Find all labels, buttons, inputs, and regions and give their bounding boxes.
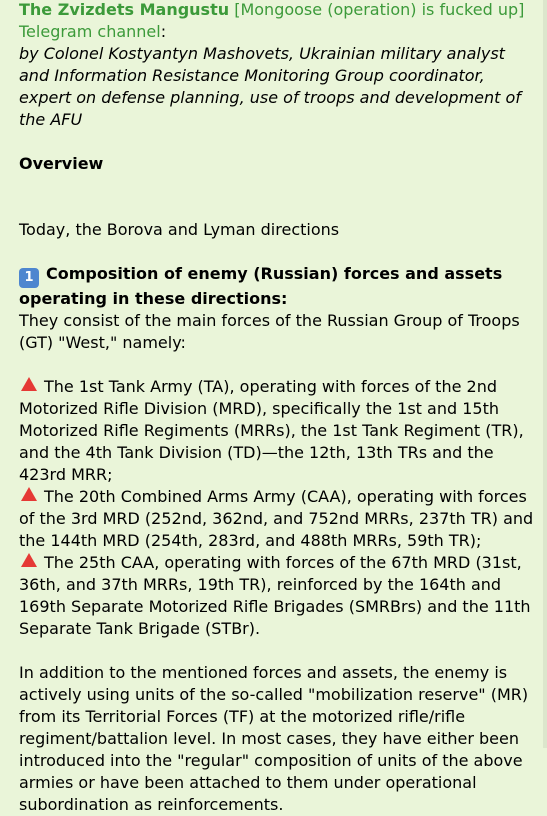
paragraph-2: In addition to the mentioned forces and assets, the enemy is actively using units of the so-called "mobilization reserve" (MR) from its Territorial Forces (TF) at the motorized rifle/rifle regiment/battalion level. In most cases, they have either been introduced into the "regular" composition of units of the above armies or have been attached to them under operational subordination as reinforcements.: [19, 663, 529, 814]
today-heading: [19, 197, 534, 219]
list-item-text: The 20th Combined Arms Army (CAA), operating with forces of the 3rd MRD (252nd, 362nd, and 752nd MRRs, 237th TR) and the 144th MRD (254th, 283rd, and 488th MRRs, 59th TR);: [19, 487, 534, 550]
header-rest-link[interactable]: is fucked up]: [416, 0, 525, 19]
spacer: [19, 131, 534, 153]
header-line: [19, 0, 534, 21]
spacer: [19, 175, 534, 197]
message-body: [19, 0, 534, 816]
red-triangle-icon: [21, 553, 37, 567]
overview-heading: Overview: [19, 154, 104, 173]
operation-link[interactable]: operation: [333, 0, 411, 19]
scrollbar[interactable]: [543, 0, 547, 748]
channel-link[interactable]: The Zvizdets Mangustu: [19, 0, 230, 19]
section1-heading-text: Composition of enemy (Russian) forces and assets operating in these directions:: [19, 264, 503, 308]
paren-open: (: [322, 0, 334, 19]
telegram-channel-link[interactable]: Telegram channel: [19, 22, 161, 41]
spacer: [19, 640, 534, 662]
telegram-line: [19, 21, 534, 43]
paren-close: ): [410, 0, 417, 19]
byline: by Colonel Kostyantyn Mashovets, Ukrainian military analyst and Information Resistance Monitoring Group coordinator, expert on defense planning, use of troops and development of the AFU: [19, 44, 521, 129]
spacer: [19, 354, 534, 376]
keycap-one-icon: 1: [19, 268, 39, 288]
list-item-text: The 25th CAA, operating with forces of the 67th MRD (31st, 36th, and 37th MRRs, 19th TR), reinforced by the 164th and 169th Separate Motorized Rifle Brigades (SMRBrs) and the 11th Separate Tank Brigade (STBr).: [19, 553, 531, 638]
colon: :: [160, 22, 167, 41]
section1-intro: They consist of the main forces of the Russian Group of Troops (GT) "West," namely:: [19, 311, 520, 352]
list-item: [19, 486, 534, 552]
red-triangle-icon: [21, 487, 37, 501]
section1-heading: [19, 263, 534, 310]
list-item: [19, 376, 534, 486]
today-text: Today, the Borova and Lyman directions: [19, 220, 340, 239]
bracket-open: [: [229, 0, 241, 19]
list-item: [19, 552, 534, 640]
spacer: [19, 241, 534, 263]
ukraine-flag-icon: [19, 200, 39, 214]
list-item-text: The 1st Tank Army (TA), operating with forces of the 2nd Motorized Rifle Division (MRD), specifically the 1st and 15th Motorized Rifle Regiments (MRRs), the 1st Tank Regiment (TR), and the 4th Tank Division (TD)—the 12th, 13th TRs and the 423rd MRR;: [19, 377, 524, 484]
mongoose-link[interactable]: Mongoose: [240, 0, 323, 19]
red-triangle-icon: [21, 377, 37, 391]
